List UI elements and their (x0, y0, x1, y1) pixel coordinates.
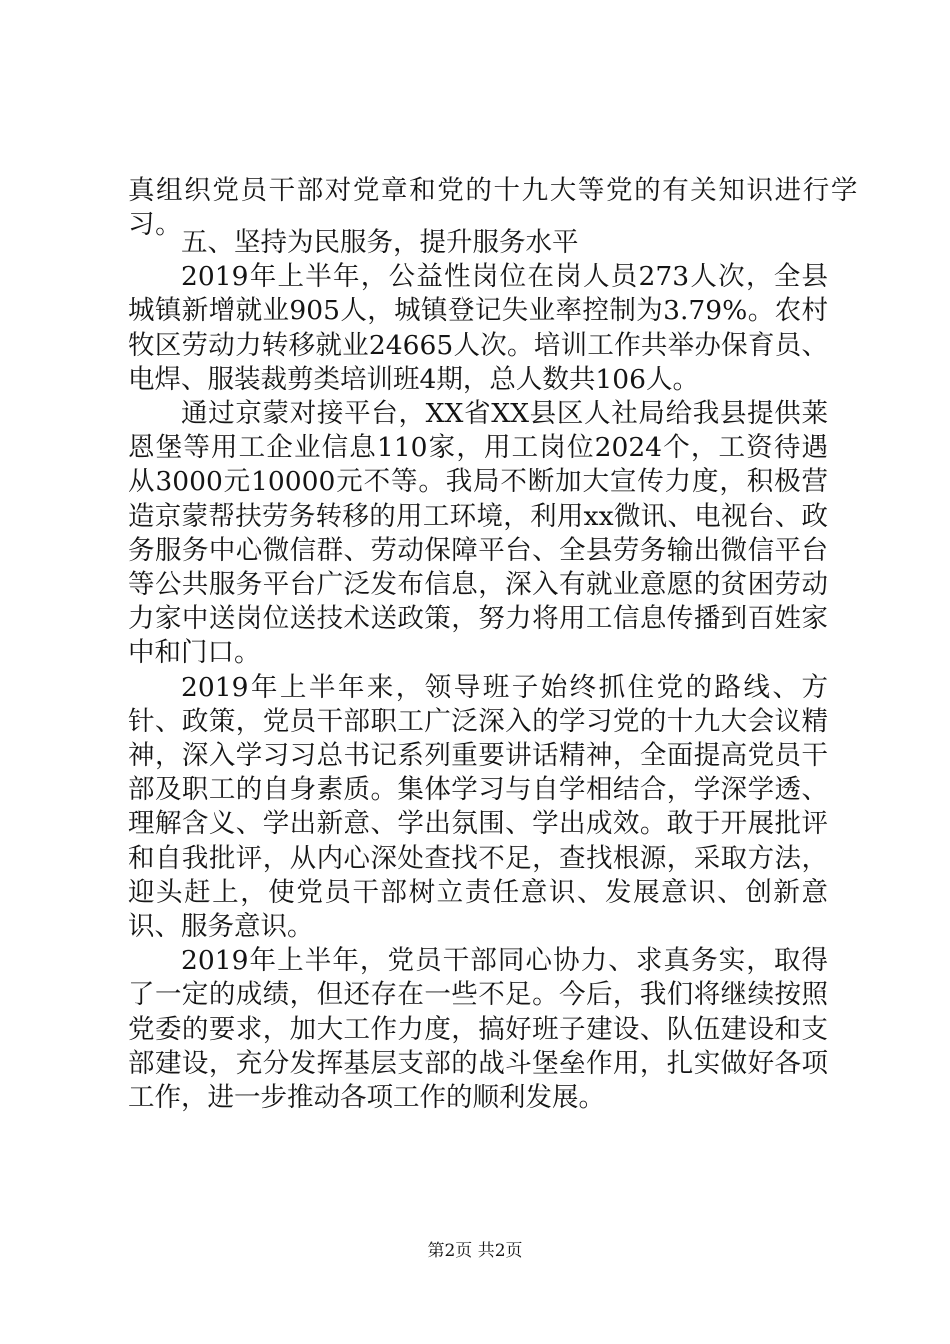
paragraph-conclusion: 2019年上半年，党员干部同心协力、求真务实，取得了一定的成绩，但还存在一些不足。今后，我们将继续按照党委的要求，加大工作力度，搞好班子建设、队伍建设和支部建设，充分发挥基层支部的战斗堡垒作用，扎实做好各项工作，进一步推动各项工作的顺利发展。 (128, 945, 828, 1114)
page-number-footer: 第2页 共2页 (427, 1241, 523, 1261)
paragraph-employment-stats: 2019年上半年，公益性岗位在岗人员273人次，全县城镇新增就业905人，城镇登记失业率控制为3.79%。农村牧区劳动力转移就业24665人次。培训工作共举办保育员、电焊、服装裁剪类培训班4期，总人数共106人。 (128, 261, 828, 395)
paragraph-party-study: 2019年上半年来，领导班子始终抓住党的路线、方针、政策，党员干部职工广泛深入的学习党的十九大会议精神，深入学习习总书记系列重要讲话精神，全面提高党员干部及职工的自身素质。集体学习与自学相结合，学深学透、理解含义、学出新意、学出氛围、学出成效。敢于开展批评和自我批评，从内心深处查找不足，查找根源，采取方法，迎头赶上，使党员干部树立责任意识、发展意识、创新意识、服务意识。 (128, 671, 828, 943)
continued-line: 真组织党员干部对党章和党的十九大等党的有关知识进行学习。 (128, 175, 858, 241)
section-heading: 五、坚持为民服务，提升服务水平 (181, 227, 579, 258)
document-body (128, 226, 828, 1115)
paragraph-platform-info: 通过京蒙对接平台，XX省XX县区人社局给我县提供莱恩堡等用工企业信息110家，用工岗位2024个，工资待遇从3000元10000元不等。我局不断加大宣传力度，积极营造京蒙帮扶劳务转移的用工环境，利用xx微讯、电视台、政务服务中心微信群、劳动保障平台、全县劳务输出微信平台等公共服务平台广泛发布信息，深入有就业意愿的贫困劳动力家中送岗位送技术送政策，努力将用工信息传播到百姓家中和门口。 (128, 398, 828, 669)
